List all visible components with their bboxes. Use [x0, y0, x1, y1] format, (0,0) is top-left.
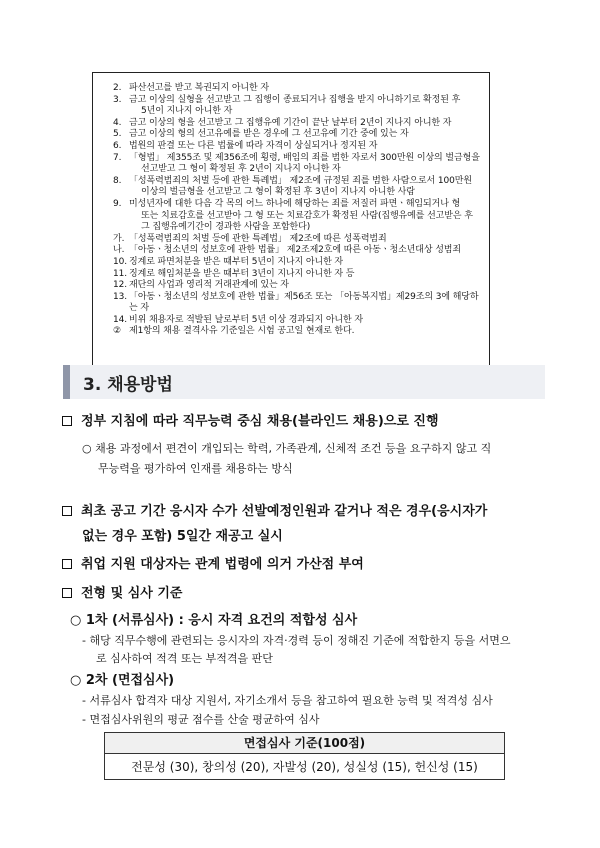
disqualification-item — [113, 257, 485, 269]
item-text: 「성폭력범죄의 처벌 등에 관한 특례법」 제2조에 규정된 죄를 범한 사람으로서 100만원 — [129, 175, 472, 186]
disqualification-item — [113, 129, 485, 141]
disqualification-box — [92, 72, 490, 374]
item-marker: 7. — [113, 152, 122, 163]
item-text: 「형법」 제355조 및 제356조에 횡령, 배임의 죄를 범한 자로서 300만원 이상의 벌금형을 — [129, 152, 480, 163]
disqualification-item — [113, 187, 485, 199]
item-text: 그 집행유예기간이 경과한 사람을 포함한다) — [141, 222, 311, 233]
disqualification-item — [113, 118, 485, 130]
item-text: 「성폭력범죄의 처벌 등에 관한 특례법」 제2조에 따른 성폭력범죄 — [129, 233, 387, 244]
stage2-detail-line-1: - 서류심사 합격자 대상 지원서, 자기소개서 등을 참고하여 필요한 능력 및 적격성 심사 — [82, 694, 493, 707]
item-marker: 11. — [113, 268, 128, 279]
item-text: 징계로 파면처분을 받은 때부터 5년이 지나지 아니한 자 — [129, 256, 344, 267]
checkbox-square-icon — [62, 506, 72, 516]
item-text: 5년이 지나지 아니한 자 — [141, 106, 233, 117]
disqualification-item — [113, 326, 485, 338]
disqualification-item — [113, 211, 485, 223]
disqualification-item — [113, 245, 485, 257]
item-text: 이상의 벌금형을 선고받고 그 형이 확정된 후 3년이 지나지 아니한 사람 — [141, 187, 415, 198]
disqualification-item — [113, 164, 485, 176]
item-marker: 10. — [113, 256, 128, 267]
item-marker — [113, 211, 141, 223]
section-header — [63, 365, 545, 399]
section-title: 3. 채용방법 — [83, 375, 173, 395]
paragraph-screening-criteria: 전형 및 심사 기준 — [62, 582, 182, 601]
disqualification-item — [113, 234, 485, 246]
item-text: 금고 이상의 실형을 선고받고 그 집행이 종료되거나 집행을 받지 아니하기로 확정된 후 — [129, 94, 461, 105]
item-text: 선고받고 그 형이 확정된 후 2년이 지나지 아니한 자 — [141, 164, 341, 175]
paragraph-readvertise: 최초 공고 기간 응시자 수가 선발예정인원과 같거나 적은 경우(응시자가 — [62, 500, 487, 519]
stage1-heading: ○ 1차 (서류심사) : 응시 자격 요건의 적합성 심사 — [70, 613, 358, 628]
item-marker: 2. — [113, 83, 122, 93]
stage1-detail-line-2: 로 심사하여 적격 또는 부적격을 판단 — [96, 652, 273, 665]
disqualification-list — [113, 83, 485, 338]
disqualification-item — [113, 280, 485, 292]
item-text: 재단의 사업과 영리적 거래관계에 있는 자 — [129, 280, 289, 291]
item-text: 또는 치료감호를 선고받아 그 형 또는 치료감호가 확정된 사람(집행유예를 선고받은 후 — [141, 210, 473, 221]
interview-criteria-row: 전문성 (30), 창의성 (20), 자발성 (20), 성실성 (15), 헌신성 (15) — [131, 760, 478, 774]
item-text: 법원의 판결 또는 다른 법률에 따라 자격이 상실되거나 정지된 자 — [129, 140, 378, 151]
checkbox-square-icon — [62, 559, 72, 569]
item-text: 미성년자에 대한 다음 각 목의 어느 하나에 해당하는 죄를 저질러 파면ㆍ해임되거나 형 — [129, 198, 461, 209]
item-marker: 가. — [113, 233, 125, 244]
item-marker: 5. — [113, 129, 122, 140]
stage2-heading: ○ 2차 (면접심사) — [70, 673, 175, 688]
interview-criteria-table — [104, 732, 505, 780]
disqualification-item — [113, 315, 485, 327]
item-marker: 4. — [113, 117, 122, 128]
disqualification-item — [113, 199, 485, 211]
item-text: 비위 채용자로 적발된 날로부터 5년 이상 경과되지 아니한 자 — [129, 314, 363, 325]
paragraph-bonus-points: 취업 지원 대상자는 관계 법령에 의거 가산점 부여 — [62, 553, 364, 572]
item-marker: 8. — [113, 175, 122, 186]
item-marker — [113, 164, 141, 176]
item-text: 파산선고를 받고 복권되지 아니한 자 — [129, 83, 269, 93]
item-text: 징계로 해임처분을 받은 때부터 3년이 지나지 아니한 자 등 — [129, 268, 355, 279]
item-marker: 9. — [113, 198, 122, 209]
item-marker — [113, 106, 141, 118]
checkbox-square-icon — [62, 588, 72, 598]
disqualification-item — [113, 141, 485, 153]
item-marker: 6. — [113, 140, 122, 151]
stage2-detail-line-2: - 면접심사위원의 평균 점수를 산술 평균하여 심사 — [82, 713, 320, 726]
item-marker: 14. — [113, 314, 128, 325]
item-text: 금고 이상의 형의 선고유예를 받은 경우에 그 선고유예 기간 중에 있는 자 — [129, 129, 409, 140]
readvertise-line-2: 없는 경우 포함) 5일간 재공고 실시 — [82, 529, 283, 544]
blind-hiring-detail-line-1: ○ 채용 과정에서 편견이 개입되는 학력, 가족관계, 신체적 조건 등을 요구하지 않고 직 — [82, 442, 492, 455]
disqualification-item — [113, 106, 485, 118]
item-text: 제1항의 채용 결격사유 기준일은 시험 공고일 현재로 한다. — [129, 326, 355, 337]
section-header-bar — [63, 365, 70, 399]
disqualification-item — [113, 222, 485, 234]
blind-hiring-detail-line-2: 무능력을 평가하여 인재를 채용하는 방식 — [98, 462, 293, 475]
item-marker — [113, 222, 141, 234]
paragraph-blind-hiring: 정부 지침에 따라 직무능력 중심 채용(블라인드 채용)으로 진행 — [62, 410, 439, 429]
item-text: 금고 이상의 형을 선고받고 그 집행유예 기간이 끝난 날부터 2년이 지나지 아니한 자 — [129, 117, 452, 128]
item-marker: 3. — [113, 94, 122, 105]
interview-criteria-header: 면접심사 기준(100점) — [105, 733, 504, 754]
item-marker — [113, 187, 141, 199]
checkbox-square-icon — [62, 416, 72, 426]
disqualification-item — [113, 95, 485, 107]
disqualification-item — [113, 269, 485, 281]
item-marker: 13. — [113, 291, 128, 302]
disqualification-item — [113, 83, 485, 95]
item-marker: ② — [113, 326, 121, 337]
stage1-detail-line-1: - 해당 직무수행에 관련되는 응시자의 자격·경력 등이 정해진 기준에 적합한지 등을 서면으 — [82, 634, 511, 647]
item-marker: 12. — [113, 280, 128, 291]
item-text: 「아동ㆍ청소년의 성보호에 관한 법률」제56조 또는 「아동복지법」제29조의 3에 해당하는 자 — [129, 291, 479, 314]
item-text: 「아동ㆍ청소년의 성보호에 관한 법률」 제2조제2호에 따른 아동ㆍ청소년대상 성범죄 — [129, 245, 461, 256]
item-marker: 나. — [113, 245, 125, 256]
disqualification-item — [113, 292, 485, 315]
disqualification-item — [113, 153, 485, 165]
disqualification-item — [113, 176, 485, 188]
